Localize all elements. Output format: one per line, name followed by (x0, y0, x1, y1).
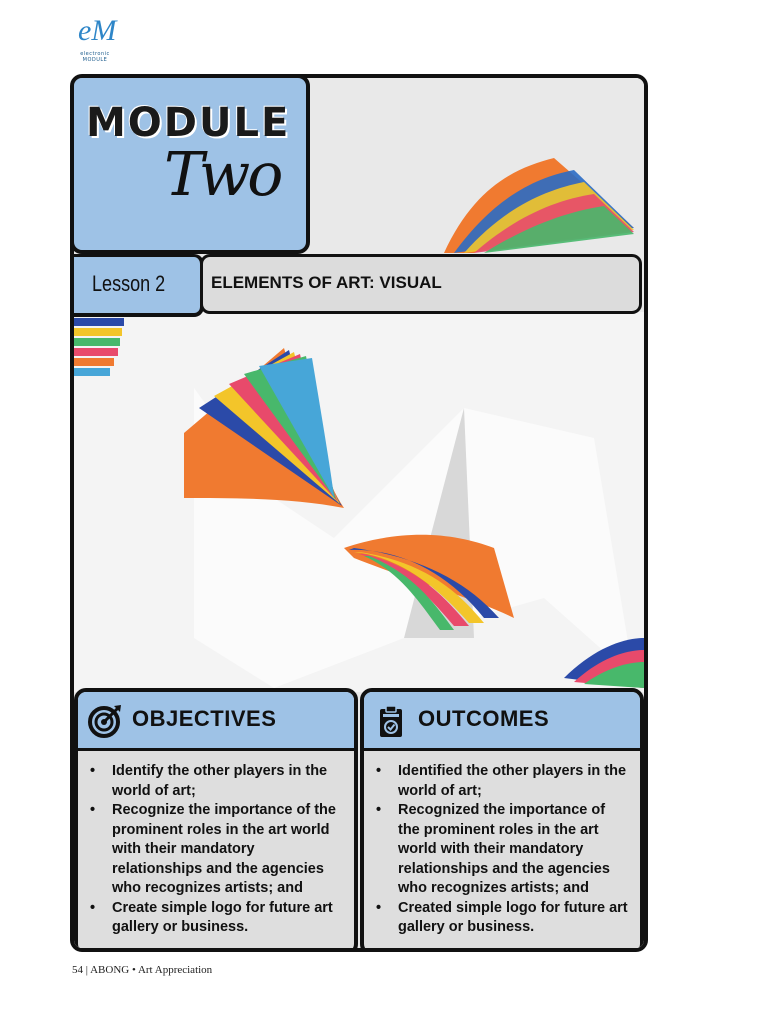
logo-mark: eM (78, 14, 117, 47)
module-card (70, 74, 648, 952)
module-word: MODULE (86, 100, 291, 146)
emodule-logo (72, 14, 118, 62)
lesson-box (74, 254, 204, 317)
objectives-list (78, 762, 354, 938)
logo-line2: MODULE (82, 57, 108, 63)
lesson-label: Lesson 2 (92, 271, 166, 296)
objectives-panel (74, 688, 358, 952)
objectives-header (78, 692, 354, 751)
lesson-title: ELEMENTS OF ART: VISUAL (211, 273, 442, 292)
target-icon (88, 704, 122, 738)
outcomes-title: OUTCOMES (418, 706, 550, 731)
module-title-box (70, 74, 310, 254)
module-number: Two (164, 140, 281, 210)
lesson-title-box (200, 254, 642, 314)
list-item: • Create simple logo for future art gallery or business. (112, 899, 344, 938)
list-item: • Identified the other players in the world of art; (398, 762, 630, 801)
list-item: • Created simple logo for future art gallery or business. (398, 899, 630, 938)
clipboard-check-icon (374, 704, 408, 738)
list-item: • Recognize the importance of the prominent roles in the art world with their mandatory relationships and the agencies who recognizes artists; and (112, 801, 344, 899)
list-item: • Identify the other players in the world of art; (112, 762, 344, 801)
outcomes-header (364, 692, 640, 751)
page-footer: 54 | ABONG • Art Appreciation (72, 964, 213, 976)
objectives-title: OBJECTIVES (132, 706, 277, 731)
outcomes-panel (360, 688, 644, 952)
logo-line1: electronic (80, 51, 110, 57)
outcomes-list (364, 762, 640, 938)
list-item: • Recognized the importance of the prominent roles in the art world with their mandatory relationships and the agencies who recognizes artists; and (398, 801, 630, 899)
lesson-row (74, 254, 644, 312)
